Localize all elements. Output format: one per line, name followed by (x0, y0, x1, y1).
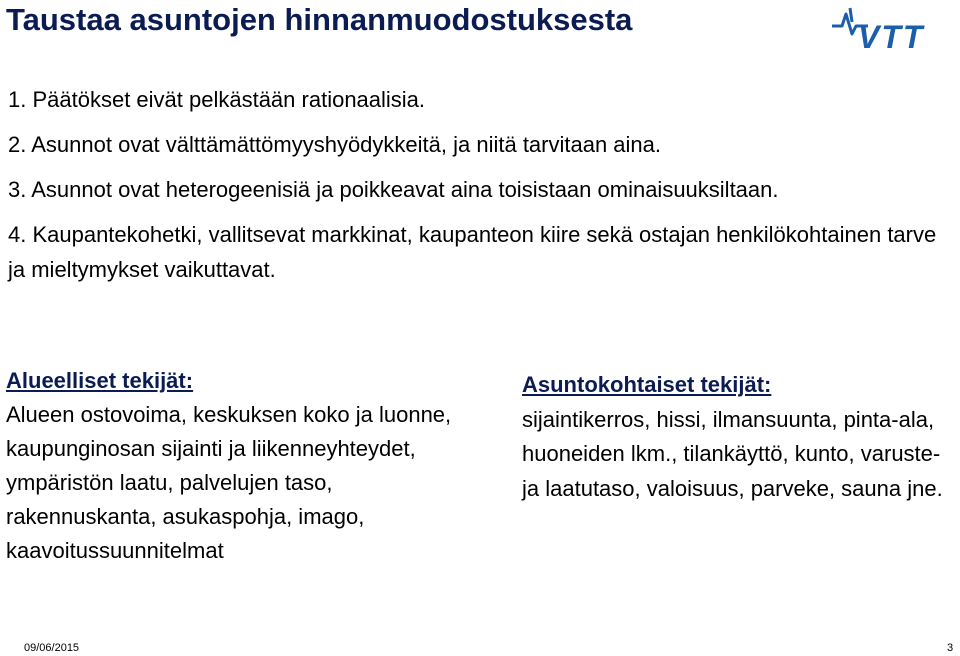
footer-date: 09/06/2015 (24, 642, 80, 654)
regional-factors (6, 364, 466, 568)
numbered-points (8, 82, 948, 297)
point-2: 2. Asunnot ovat välttämättömyyshyödykkeitä, ja niitä tarvitaan aina. (8, 132, 662, 157)
apartment-factors-body: sijaintikerros, hissi, ilmansuunta, pinta-ala, huoneiden lkm., tilankäyttö, kunto, varuste- ja laatutaso, valoisuus, parveke, sauna jne. (522, 406, 943, 501)
apartment-factors-heading: Asuntokohtaiset tekijät: (522, 372, 772, 397)
point-4: 4. Kaupantekohetki, vallitsevat markkinat, kaupanteon kiire sekä ostajan henkilökohtainen tarve ja mieltymykset vaikuttavat. (8, 222, 937, 282)
regional-factors-heading: Alueelliset tekijät: (6, 368, 194, 393)
page-number: 3 (947, 642, 954, 654)
regional-factors-body: Alueen ostovoima, keskuksen koko ja luonne, kaupunginosan sijainti ja liikenneyhteydet, ympäristön laatu, palvelujen taso, rakennuskanta, asukaspohja, imago, kaavoitussuunnitelmat (6, 402, 452, 563)
slide-title: Taustaa asuntojen hinnanmuodostuksesta (6, 2, 633, 37)
vtt-logo (828, 4, 956, 52)
logo-text: VTT (858, 19, 925, 52)
point-1: 1. Päätökset eivät pelkästään rationaalisia. (8, 87, 426, 112)
apartment-factors (522, 368, 952, 506)
point-3: 3. Asunnot ovat heterogeenisiä ja poikkeavat aina toisistaan ominaisuuksiltaan. (8, 177, 779, 202)
